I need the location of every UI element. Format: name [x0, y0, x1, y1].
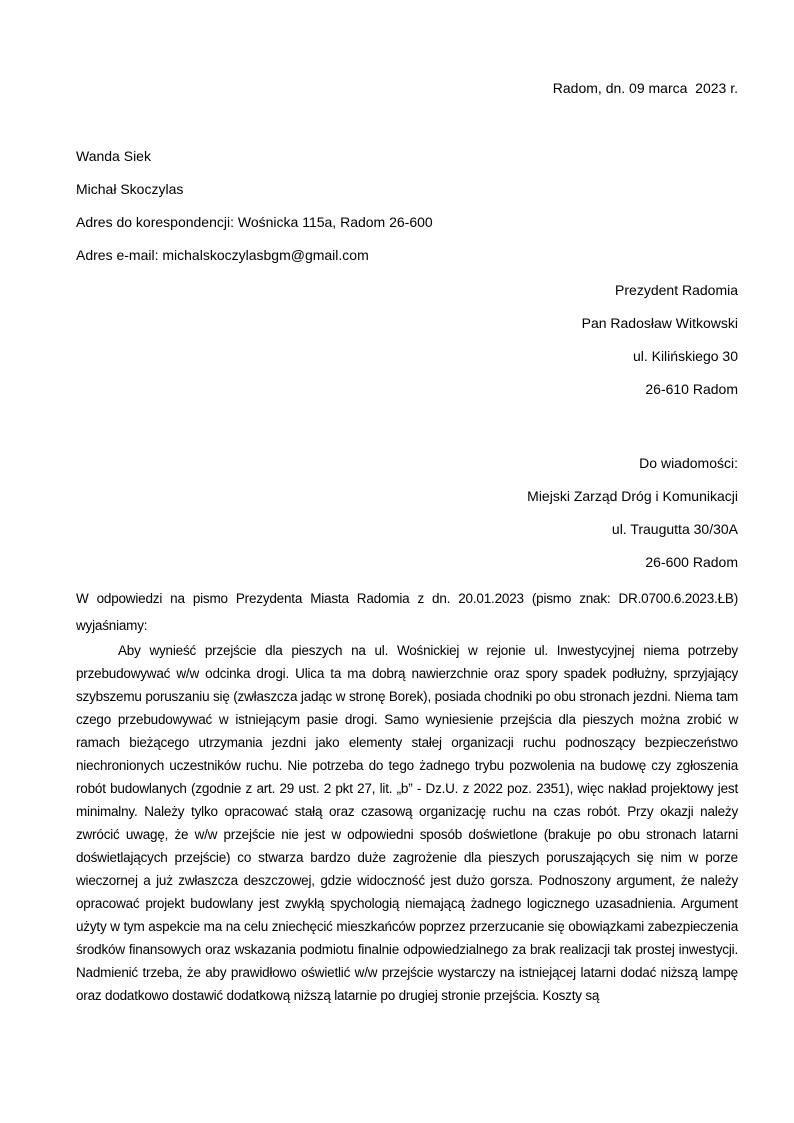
- recipient-street: ul. Kilińskiego 30: [632, 348, 738, 364]
- sender-name-1: Wanda Siek: [76, 148, 151, 164]
- sender-email-address: Adres e-mail: michalskoczylasbgm@gmail.com: [76, 247, 369, 263]
- cc-label: Do wiadomości:: [639, 455, 738, 471]
- main-paragraph: Aby wynieść przejście dla pieszych na ul. Wośnickiej w rejonie ul. Inwestycyjnej niema potrzeby przebudowywać w/w odcinka drogi. Ulica ta ma dobrą nawierzchnie oraz spory spadek podłużny, sprzyjający szybszemu poruszaniu się (zwłaszcza jadąc w stronę Borek), posiada chodniki po obu stronach jezdni. Niema tam czego przebudowywać w istniejącym pasie drogi. Samo wyniesienie przejścia dla pieszych można zrobić w ramach bieżącego utrzymania jezdni jako elementy stałej organizacji ruchu podnoszący bezpieczeństwo niechronionych uczestników ruchu. Nie potrzeba do tego żadnego trybu pozwolenia na budowę czy zgłoszenia robót budowlanych (zgodnie z art. 29 ust. 2 pkt 27, lit. „b” - Dz.U. z 2022 poz. 2351), więc nakład projektowy jest minimalny. Należy tylko opracować stałą oraz czasową organizację ruchu na czas robót. Przy okazji należy zwrócić uwagę, że w/w przejście nie jest w odpowiedni sposób doświetlone (brakuje po obu stronach latarni doświetlających przejście) co stwarza bardzo duże zagrożenie dla pieszych poruszających się nim w porze wieczornej a już zwłaszcza deszczowej, gdzie widoczność jest dużo gorsza. Podnoszony argument, że należy opracować projekt budowlany jest zwykłą spychologią niemającą żadnego logicznego uzasadnienia. Argument użyty w tym aspekcie ma na celu zniechęcić mieszkańców poprzez przerzucanie się obowiązkami zabezpieczenia środków finansowych oraz wskazania podmiotu finalnie odpowiedzialnego za brak realizacji tak prostej inwestycji. Nadmienić trzeba, że aby prawidłowo oświetlić w/w przejście wystarczy na istniejącej latarni dodać niższą lampę oraz dodatkowo dostawić dodatkową niższą latarnie po drugiej stronie przejścia. Koszty są: [76, 643, 738, 1003]
- recipient-title: Prezydent Radomia: [615, 282, 738, 298]
- cc-street: ul. Traugutta 30/30A: [611, 521, 738, 537]
- cc-block: [76, 453, 738, 572]
- sender-name-2: Michał Skoczylas: [76, 181, 184, 197]
- recipient-city: 26-610 Radom: [645, 381, 738, 397]
- date-line: Radom, dn. 09 marca 2023 r.: [552, 80, 738, 96]
- sender-block: [76, 146, 738, 265]
- cc-organization: Miejski Zarząd Dróg i Komunikacji: [527, 488, 738, 504]
- recipient-name: Pan Radosław Witkowski: [581, 315, 738, 331]
- cc-city: 26-600 Radom: [645, 554, 738, 570]
- recipient-block: [76, 280, 738, 399]
- intro-paragraph: W odpowiedzi na pismo Prezydenta Miasta Radomia z dn. 20.01.2023 (pismo znak: DR.0700.6.2023.ŁB) wyjaśniamy:: [76, 591, 738, 633]
- sender-postal-address: Adres do korespondencji: Wośnicka 115a, Radom 26-600: [76, 214, 433, 230]
